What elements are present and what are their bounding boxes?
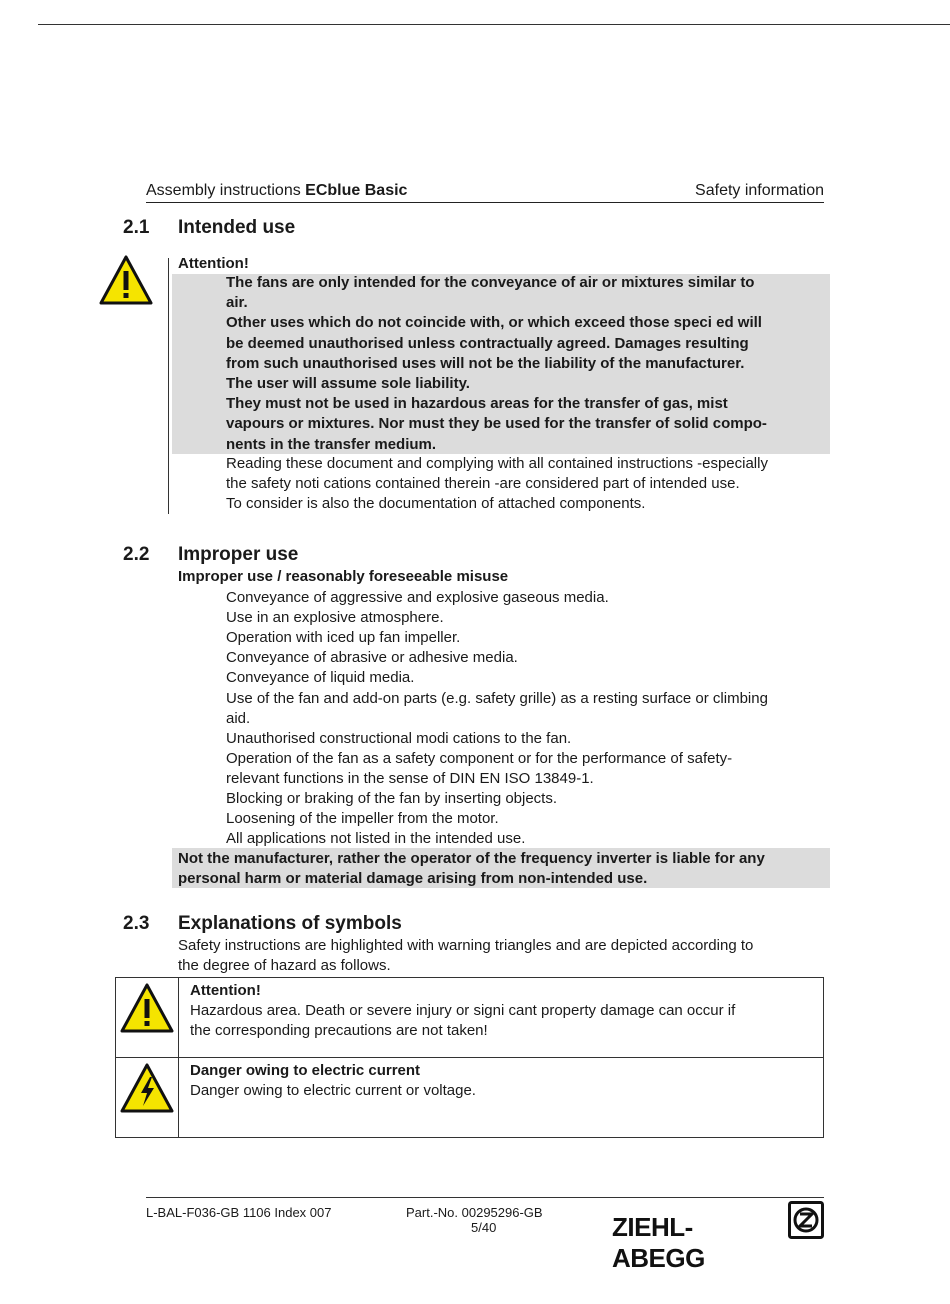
intended-use-bold-line: They must not be used in hazardous areas for the transfer of gas, mist [226,395,728,413]
misuse-list-item: Use of the fan and add-on parts (e.g. safety grille) as a resting surface or climbing [226,689,768,707]
symbol-row-attention [116,978,824,1058]
section-title: Improper use [178,544,299,565]
header-product: ECblue Basic [305,182,408,199]
intended-use-plain-line: the safety noti cations contained therein -are considered part of intended use. [226,475,740,492]
misuse-list-item: Conveyance of aggressive and explosive gaseous media. [226,589,609,606]
misuse-list-item: Blocking or braking of the fan by inserting objects. [226,790,558,807]
symbol-row-electric [116,1058,824,1138]
section-number: 2.2 [123,544,150,565]
warning-exclamation-icon [98,254,154,306]
header-section: Safety information [695,182,824,199]
symbol-text-line: Danger owing to electric current or voltage. [190,1082,476,1099]
intended-use-bold-line: The fans are only intended for the conveyance of air or mixtures similar to [226,274,755,291]
intended-use-bold-line: air. [226,294,248,312]
attention-bar [168,258,169,514]
misuse-list-item: Conveyance of abrasive or adhesive media. [226,649,518,667]
misuse-list-item: relevant functions in the sense of DIN EN ISO 13849-1. [226,769,594,787]
header-title [146,181,407,201]
misuse-list-item: Use in an explosive atmosphere. [226,609,444,627]
footer-part-no: Part.-No. 00295296-GB [406,1205,543,1220]
intended-use-bold-line: vapours or mixtures. Nor must they be used for the transfer of solid compo- [226,415,767,433]
intended-use-bold-line: Other uses which do not coincide with, or which exceed those speci ed will [226,314,762,332]
warning-exclamation-icon [119,982,175,1034]
symbols-table [115,977,824,1138]
header-prefix: Assembly instructions [146,182,301,199]
logo-emblem-icon [788,1201,824,1239]
footer-doc-id: L-BAL-F036-GB 1106 Index 007 [146,1205,332,1220]
misuse-list-item: Unauthorised constructional modi cations to the fan. [226,729,572,747]
page-header [146,181,824,203]
symbols-intro-line: the degree of hazard as follows. [178,957,391,974]
logo-text: ZIEHL-ABEGG [612,1212,705,1273]
symbol-title: Danger owing to electric current [190,1062,421,1079]
symbol-text-cell [179,1058,824,1138]
liability-note-line: Not the manufacturer, rather the operator of the frequency inverter is liable for any [178,850,765,867]
intended-use-plain-line: To consider is also the documentation of attached components. [226,495,646,512]
intended-use-bold-line: be deemed unauthorised unless contractually agreed. Damages resulting [226,334,749,352]
symbol-text-line: Hazardous area. Death or severe injury or signi cant property damage can occur if [190,1002,736,1019]
misuse-list-item: Loosening of the impeller from the motor. [226,810,499,828]
section-subtitle: Improper use / reasonably foreseeable misuse [178,568,509,585]
footer-page-number: 5/40 [471,1220,497,1235]
liability-note-line: personal harm or material damage arising from non-intended use. [178,870,648,887]
section-number: 2.3 [123,913,150,934]
symbol-title: Attention! [190,982,261,999]
attention-label: Attention! [178,255,249,272]
misuse-list-item: Operation with iced up fan impeller. [226,629,461,647]
misuse-list-item: Operation of the fan as a safety component or for the performance of safety- [226,749,733,767]
misuse-list-item: aid. [226,709,251,727]
misuse-list-item: All applications not listed in the intended use. [226,830,526,848]
symbols-intro-line: Safety instructions are highlighted with warning triangles and are depicted according to [178,937,754,954]
top-rule [38,24,950,25]
symbol-icon-cell [116,978,179,1058]
intended-use-plain-line: Reading these document and complying with all contained instructions -especially [226,455,768,472]
intended-use-bold-line: nents in the transfer medium. [226,435,437,453]
section-title: Explanations of symbols [178,913,402,934]
intended-use-bold-line: from such unauthorised uses will not be the liability of the manufacturer. [226,354,745,372]
misuse-list-item: Conveyance of liquid media. [226,669,415,687]
symbol-icon-cell [116,1058,179,1138]
section-number: 2.1 [123,217,150,238]
intended-use-bold-line: The user will assume sole liability. [226,375,470,392]
electric-hazard-icon [119,1062,175,1114]
symbol-text-line: the corresponding precautions are not taken! [190,1022,488,1039]
footer-rule [146,1197,824,1198]
section-title: Intended use [178,217,296,238]
symbol-text-cell [179,978,824,1058]
